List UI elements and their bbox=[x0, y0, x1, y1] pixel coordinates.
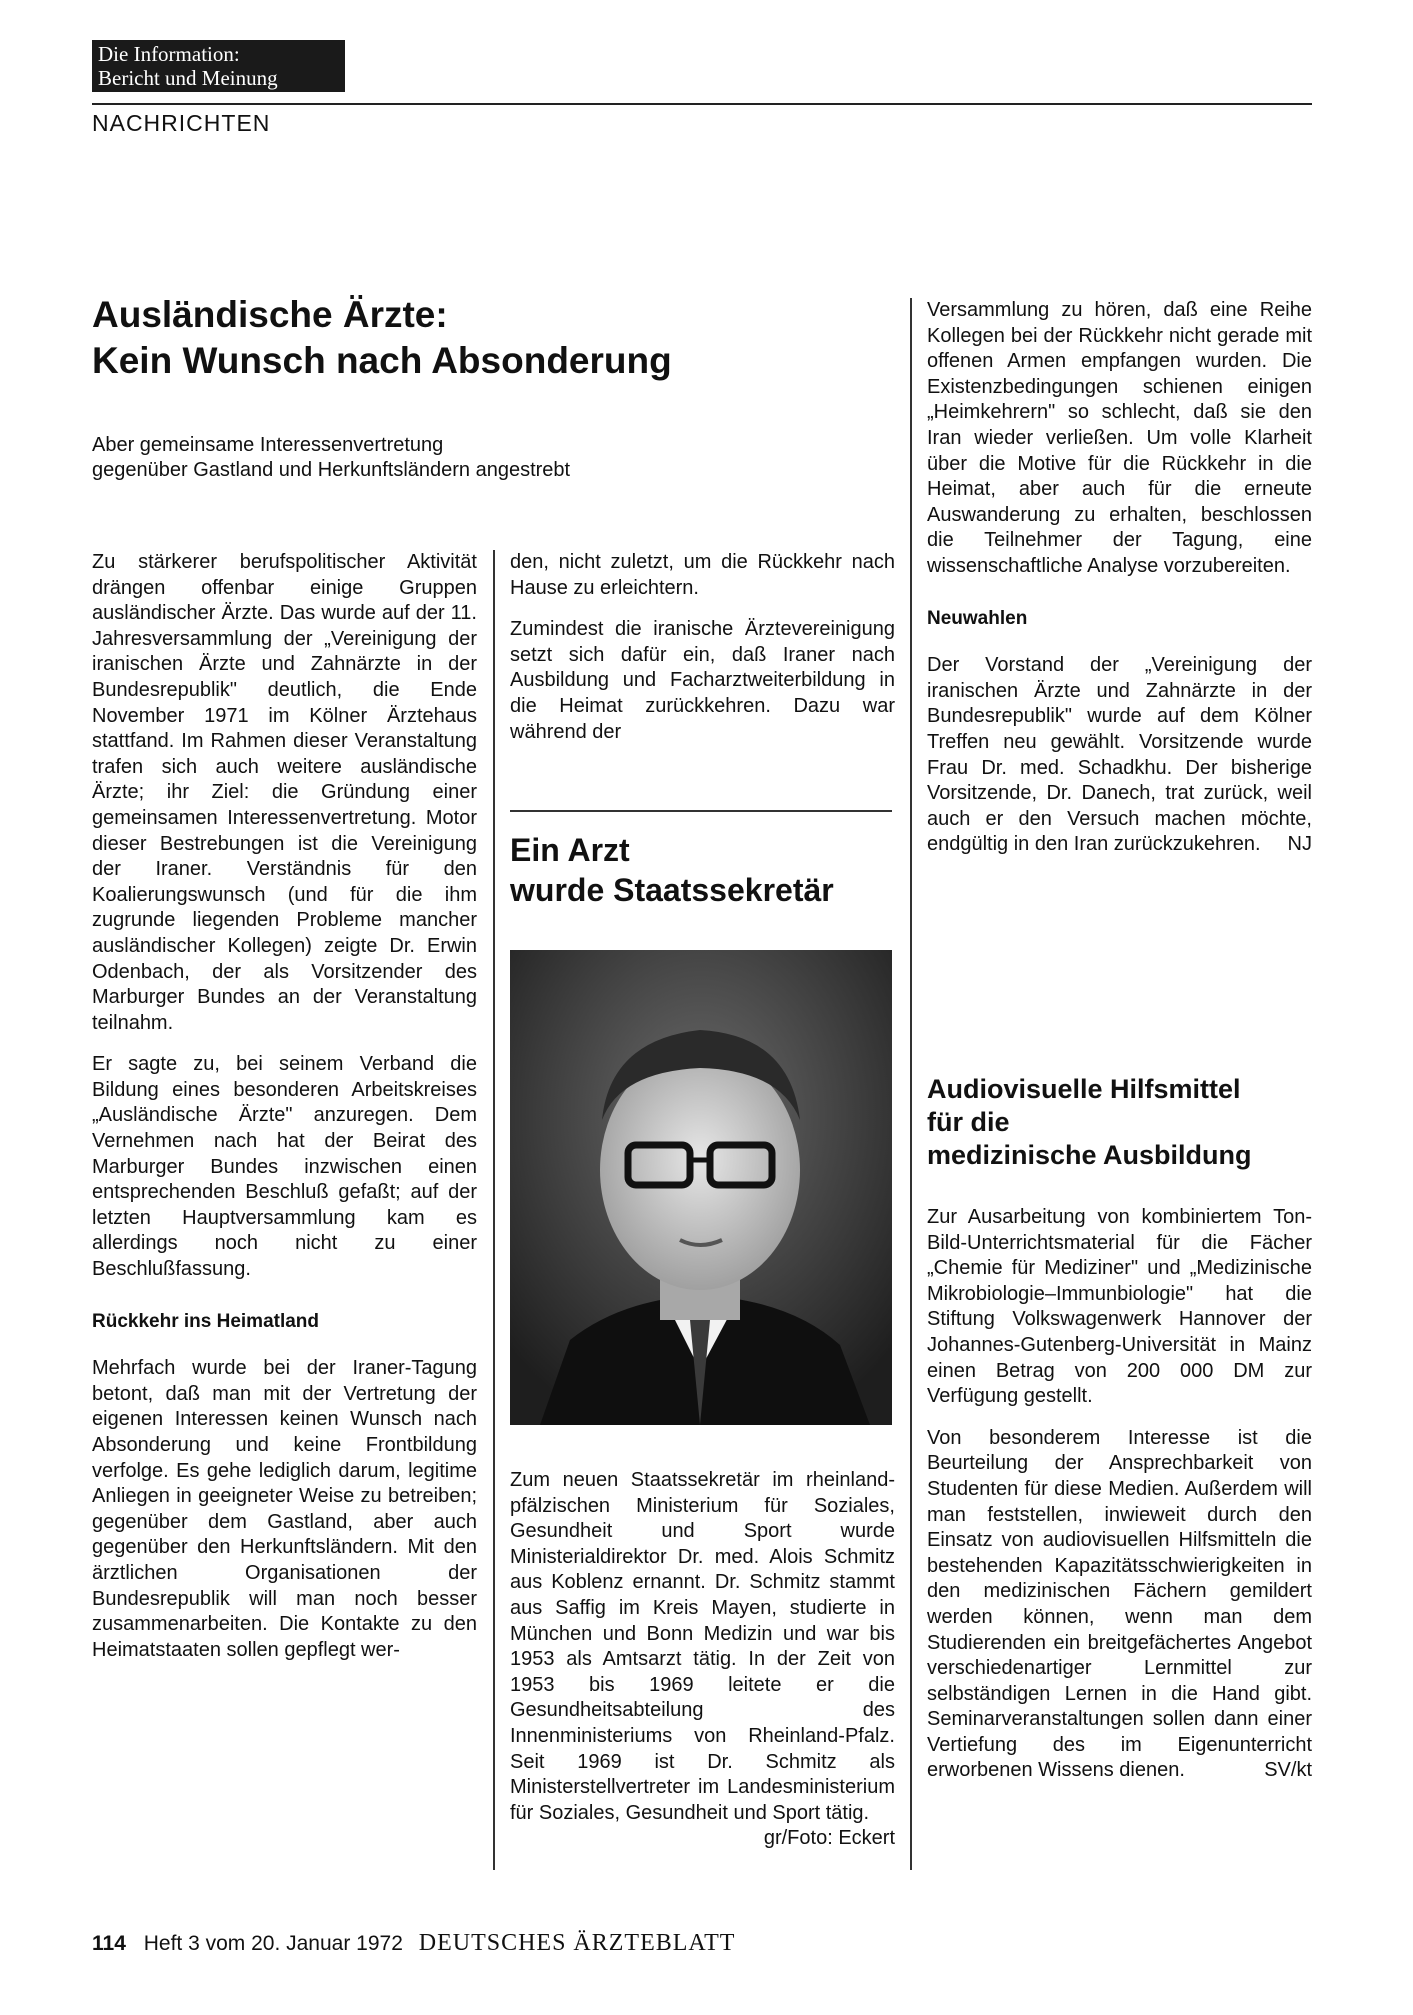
box-signature: gr/Foto: Eckert bbox=[763, 1827, 895, 1850]
audio-paragraph-1: Zur Ausarbeitung von kombiniertem Ton-Bild-Unterrichtsmaterial für die Fächer „Chemie für Mediziner" und „Medizinische Mikrobiologie–Immunbiologie" hat die Stiftung Volkswagenwerk Hannover der Johannes-Gutenberg-Universität in Mainz einen Betrag von 200 000 DM zur Verfügung gestellt. bbox=[927, 1206, 1312, 1408]
kicker-box bbox=[92, 40, 345, 92]
col1-paragraph-1: Zu stärkerer berufspolitischer Aktivität drängen offenbar einige Gruppen ausländischer Ärzte. Das wurde auf der 11. Jahresversammlung der „Vereinigung der iranischen Ärzte und Zahnärzte in der Bundesrepublik" deutlich, die Ende November 1971 im Kölner Ärztehaus stattfand. Im Rahmen dieser Veranstaltung trafen sich auch weitere ausländische Ärzte; ihr Ziel: die Gründung einer gemeinsamen Interessenvertretung. Motor dieser Bestrebungen ist die Vereinigung der Iraner. Verständnis für den Koalierungswunsch (und für die ihm zugrunde liegenden Probleme mancher ausländischer Kollegen) zeigte Dr. Erwin Odenbach, der als Vorsitzender des Marburger Bundes an der Veranstaltung teilnahm. bbox=[92, 551, 477, 1034]
column-1 bbox=[92, 550, 477, 1679]
box-paragraph bbox=[510, 1468, 895, 1850]
box-text bbox=[510, 1468, 895, 1852]
col2-paragraph-2: Zumindest die iranische Ärztevereinigung setzt sich dafür ein, daß Iraner nach Ausbildung und Facharztweiterbildung in die Heimat zurückkehren. Dazu war während der bbox=[510, 618, 895, 743]
box-title bbox=[510, 830, 890, 910]
col3-signature: NJ bbox=[1287, 833, 1312, 856]
headline-line-1: Ausländische Ärzte: bbox=[92, 294, 448, 335]
journal-name: DEUTSCHES ÄRZTEBLATT bbox=[418, 1930, 736, 1956]
column-2 bbox=[510, 550, 895, 761]
audio-signature: SV/kt bbox=[1264, 1759, 1312, 1782]
column-3 bbox=[927, 298, 1312, 874]
kicker-line-1: Die Information: bbox=[98, 42, 240, 66]
box-title-line-1: Ein Arzt bbox=[510, 832, 630, 868]
box-title-line-2: wurde Staatssekretär bbox=[510, 872, 834, 908]
header-rule bbox=[92, 103, 1312, 105]
col3-paragraph-2 bbox=[927, 653, 1312, 858]
col1-paragraph-2: Er sagte zu, bei seinem Verband die Bildung eines besonderen Arbeitskreises „Ausländische Ärzte" anzuregen. Dem Vernehmen nach hat der Beirat des Marburger Bundes inzwischen einen entsprechenden Beschluß gefaßt; auf der letzten Hauptversammlung kam es allerdings noch nicht zu einer Beschlußfassung. bbox=[92, 1053, 477, 1281]
audio-headline-line-1: Audiovisuelle Hilfsmittel bbox=[927, 1074, 1241, 1104]
portrait-photo bbox=[510, 950, 892, 1425]
section-label: NACHRICHTEN bbox=[92, 110, 271, 136]
box-paragraph-text: Zum neuen Staatssekretär im rheinland-pfälzischen Ministerium für Soziales, Gesundheit und Sport wurde Ministerialdirektor Dr. med. Alois Schmitz aus Koblenz ernannt. Dr. Schmitz stammt aus Saffig im Kreis Mayen, studierte in München und Bonn Medizin und war bis 1953 als Amtsarzt tätig. In der Zeit von 1953 bis 1969 leitete er die Gesundheitsabteilung des Innenministeriums von Rheinland-Pfalz. Seit 1969 ist Dr. Schmitz als Ministerstellvertreter im Landesministerium für Soziales, Gesundheit und Sport tätig. bbox=[510, 1469, 895, 1824]
portrait-illustration bbox=[510, 950, 892, 1425]
col1-paragraph-3: Mehrfach wurde bei der Iraner-Tagung betont, daß man mit der Vertretung der eigenen Interessen keinen Wunsch nach Absonderung und keine Frontbildung verfolge. Es gehe lediglich darum, legitime Anliegen in geeigneter Weise zu betreiben; gegenüber dem Gastland, aber auch gegenüber den Herkunftsländern. Mit den ärztlichen Organisationen der Bundesrepublik will man noch besser zusammenarbeiten. Die Kontakte zu den Heimatstaaten sollen gepflegt wer- bbox=[92, 1357, 477, 1661]
subheadline-line-1: Aber gemeinsame Interessenvertretung bbox=[92, 434, 444, 456]
subheadline bbox=[92, 433, 892, 483]
audio-paragraph-2 bbox=[927, 1426, 1312, 1784]
col2-paragraph-1: den, nicht zuletzt, um die Rückkehr nach Hause zu erleichtern. bbox=[510, 551, 895, 599]
subheading-return: Rückkehr ins Heimatland bbox=[92, 1310, 320, 1332]
audio-headline-line-3: medizinische Ausbildung bbox=[927, 1140, 1252, 1170]
kicker-line-2: Bericht und Meinung bbox=[98, 66, 278, 90]
headline bbox=[92, 292, 892, 384]
headline-line-2: Kein Wunsch nach Absonderung bbox=[92, 340, 672, 381]
audio-headline-line-2: für die bbox=[927, 1107, 1010, 1137]
col3-paragraph-2-text: Der Vorstand der „Vereinigung der iranischen Ärzte und Zahnärzte in der Bundesrepublik" wurde auf dem Kölner Treffen neu gewählt. Vorsitzende wurde Frau Dr. med. Schadkhu. Der bisherige Vorsitzende, Dr. Danech, trat zurück, weil auch er den Versuch machen möchte, endgültig in den Iran zurückzukehren. bbox=[927, 654, 1312, 856]
page-footer bbox=[92, 1930, 735, 1957]
audio-paragraph-2-text: Von besonderem Interesse ist die Beurteilung der Ansprechbarkeit von Studenten für diese Medien. Außerdem will man feststellen, inwieweit durch den Einsatz von audiovisuellen Hilfsmitteln die bestehenden Kapazitätsschwierigkeiten in den medizinischen Fächern gemildert werden können, wenn man dem Studierenden ein breitgefächertes Angebot verschiedenartiger Lernmittel zur selbständigen Lernen in die Hand gibt. Seminarveranstaltungen sollen dann einer Vertiefung des im Eigenunterricht erworbenen Wissens dienen. bbox=[927, 1426, 1312, 1782]
column-divider-1 bbox=[493, 550, 495, 1870]
page-number: 114 bbox=[92, 1932, 126, 1955]
box-rule bbox=[510, 810, 892, 812]
col3-paragraph-1: Versammlung zu hören, daß eine Reihe Kollegen bei der Rückkehr nicht gerade mit offenen Armen empfangen wurden. Die Existenzbedingungen schienen einigen „Heimkehrern" so schlecht, daß sie den Iran wieder verließen. Um volle Klarheit über die Motive für die Rückkehr in die Heimat, aber auch für die erneute Auswanderung zu erhalten, beschlossen die Teilnehmer der Tagung, eine wissenschaftliche Analyse vorzubereiten. bbox=[927, 299, 1312, 577]
audio-article bbox=[927, 1205, 1312, 1800]
audio-headline bbox=[927, 1073, 1312, 1172]
subheading-new-elections: Neuwahlen bbox=[927, 607, 1028, 629]
subheadline-line-2: gegenüber Gastland und Herkunftsländern angestrebt bbox=[92, 459, 571, 481]
column-divider-2 bbox=[910, 298, 912, 1870]
issue-info: Heft 3 vom 20. Januar 1972 bbox=[143, 1932, 403, 1955]
